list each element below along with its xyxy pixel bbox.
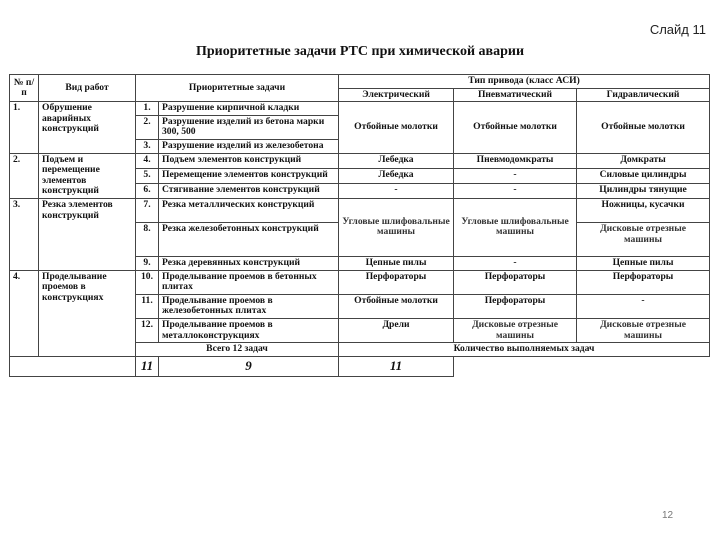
electric-tool: Лебедка	[339, 168, 454, 183]
group-work: Обрушение аварийных конструкций	[39, 102, 136, 153]
header-work: Вид работ	[39, 75, 136, 102]
electric-tool: Дрели	[339, 318, 454, 342]
total-tasks: Всего 12 задач	[136, 343, 339, 357]
hydraulic-tool: Цилиндры тянущие	[577, 183, 710, 198]
task-text: Разрушение изделий из бетона марки 300, 500	[159, 115, 339, 139]
task-text: Проделывание проемов в металлоконструкциях	[159, 318, 339, 342]
task-num: 5.	[136, 168, 159, 183]
table-count-row	[10, 356, 710, 376]
pneumatic-tool: -	[454, 256, 577, 270]
task-text: Проделывание проемов в бетонных плитах	[159, 270, 339, 294]
task-num: 3.	[136, 139, 159, 153]
hydraulic-tool: Дисковые отрезные машины	[577, 222, 710, 256]
group-work: Резка элементов конструкций	[39, 198, 136, 270]
hydraulic-tool: Отбойные молотки	[577, 102, 710, 153]
page-number: 12	[662, 510, 674, 521]
task-num: 1.	[136, 102, 159, 116]
task-num: 8.	[136, 222, 159, 256]
pneumatic-tool: Дисковые отрезные машины	[454, 318, 577, 342]
group-num: 4.	[10, 270, 39, 356]
hydraulic-tool: Силовые цилиндры	[577, 168, 710, 183]
pneumatic-tool: Перфораторы	[454, 270, 577, 294]
table-row	[10, 102, 710, 116]
task-text: Резка деревянных конструкций	[159, 256, 339, 270]
empty-cell	[10, 356, 136, 376]
hydraulic-tool: -	[577, 294, 710, 318]
header-num: № п/п	[10, 75, 39, 102]
task-num: 2.	[136, 115, 159, 139]
electric-tool: Лебедка	[339, 153, 454, 168]
electric-tool: Угловые шлифовальные машины	[339, 198, 454, 256]
hydraulic-tool: Перфораторы	[577, 270, 710, 294]
task-num: 12.	[136, 318, 159, 342]
task-num: 4.	[136, 153, 159, 168]
pneumatic-tool: -	[454, 168, 577, 183]
hydraulic-count: 11	[339, 356, 454, 376]
electric-count: 11	[136, 356, 159, 376]
hydraulic-tool: Цепные пилы	[577, 256, 710, 270]
hydraulic-tool: Домкраты	[577, 153, 710, 168]
task-text: Подъем элементов конструкций	[159, 153, 339, 168]
pneumatic-count: 9	[159, 356, 339, 376]
tasks-table	[9, 74, 710, 377]
group-work: Подъем и перемещение элементов конструкций	[39, 153, 136, 198]
header-pneumatic: Пневматический	[454, 88, 577, 102]
task-text: Разрушение изделий из железобетона	[159, 139, 339, 153]
group-num: 2.	[10, 153, 39, 198]
electric-tool: Перфораторы	[339, 270, 454, 294]
electric-tool: -	[339, 183, 454, 198]
group-num: 3.	[10, 198, 39, 270]
electric-tool: Отбойные молотки	[339, 102, 454, 153]
pneumatic-tool: Пневмодомкраты	[454, 153, 577, 168]
group-work: Проделывание проемов в конструкциях	[39, 270, 136, 356]
hydraulic-tool: Дисковые отрезные машины	[577, 318, 710, 342]
count-label: Количество выполняемых задач	[339, 343, 710, 357]
table-row	[10, 198, 710, 222]
task-num: 6.	[136, 183, 159, 198]
hydraulic-tool: Ножницы, кусачки	[577, 198, 710, 222]
task-text: Проделывание проемов в железобетонных плитах	[159, 294, 339, 318]
task-num: 11.	[136, 294, 159, 318]
electric-tool: Отбойные молотки	[339, 294, 454, 318]
header-tasks: Приоритетные задачи	[136, 75, 339, 102]
task-text: Стягивание элементов конструкций	[159, 183, 339, 198]
pneumatic-tool: Отбойные молотки	[454, 102, 577, 153]
task-text: Резка металлических конструкций	[159, 198, 339, 222]
document-title: Приоритетные задачи РТС при химической аварии	[195, 44, 525, 59]
electric-tool: Цепные пилы	[339, 256, 454, 270]
header-hydraulic: Гидравлический	[577, 88, 710, 102]
pneumatic-tool: Угловые шлифовальные машины	[454, 198, 577, 256]
task-num: 10.	[136, 270, 159, 294]
task-text: Резка железобетонных конструкций	[159, 222, 339, 256]
task-text: Разрушение кирпичной кладки	[159, 102, 339, 116]
table-row	[10, 270, 710, 294]
table-row	[10, 153, 710, 168]
pneumatic-tool: Перфораторы	[454, 294, 577, 318]
header-drive: Тип привода (класс АСИ)	[339, 75, 710, 89]
task-text: Перемещение элементов конструкций	[159, 168, 339, 183]
task-num: 7.	[136, 198, 159, 222]
group-num: 1.	[10, 102, 39, 153]
header-electric: Электрический	[339, 88, 454, 102]
pneumatic-tool: -	[454, 183, 577, 198]
table-header-row	[10, 75, 710, 89]
slide-label: Слайд 11	[649, 22, 706, 37]
task-num: 9.	[136, 256, 159, 270]
